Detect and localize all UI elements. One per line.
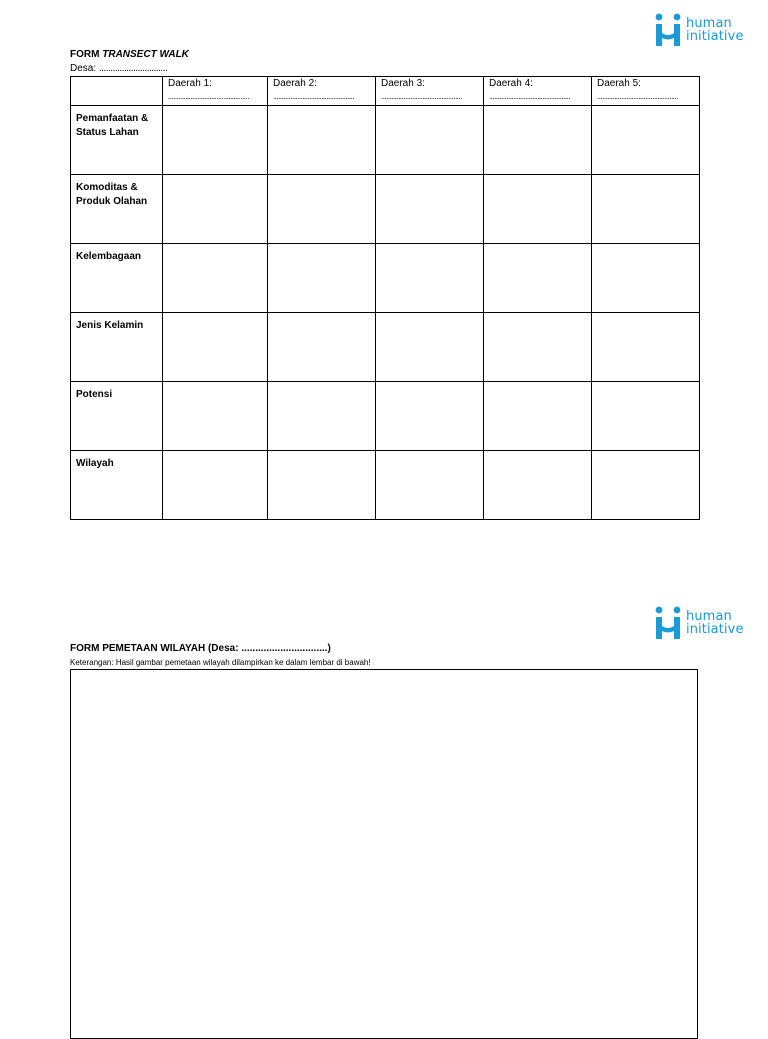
transect-title-prefix: FORM bbox=[70, 49, 100, 60]
human-initiative-logo-icon bbox=[654, 606, 682, 640]
table-row bbox=[71, 244, 700, 313]
table-cell[interactable] bbox=[268, 175, 376, 244]
transect-table bbox=[70, 76, 700, 520]
table-cell[interactable] bbox=[592, 382, 700, 451]
desa-dots: .............................. bbox=[98, 63, 168, 74]
table-cell[interactable] bbox=[268, 451, 376, 520]
corner-cell bbox=[71, 77, 163, 106]
table-cell[interactable] bbox=[484, 382, 592, 451]
table-cell[interactable] bbox=[376, 313, 484, 382]
row-label: Pemanfaatan & Status Lahan bbox=[71, 106, 163, 175]
column-dots: ............................................... bbox=[273, 92, 354, 101]
mapping-form-title: FORM PEMETAAN WILAYAH (Desa: ...............................) bbox=[70, 643, 331, 654]
brand-line-2: initiative bbox=[686, 622, 744, 637]
row-label: Jenis Kelamin bbox=[71, 313, 163, 382]
column-dots: ............................................... bbox=[168, 92, 249, 101]
table-cell[interactable] bbox=[484, 451, 592, 520]
column-dots: ............................................... bbox=[381, 92, 462, 101]
table-row bbox=[71, 451, 700, 520]
table-cell[interactable] bbox=[163, 313, 268, 382]
table-cell[interactable] bbox=[484, 244, 592, 313]
table-cell[interactable] bbox=[268, 313, 376, 382]
table-cell[interactable] bbox=[268, 106, 376, 175]
table-cell[interactable] bbox=[484, 313, 592, 382]
table-cell[interactable] bbox=[592, 313, 700, 382]
human-initiative-logo-icon bbox=[654, 13, 682, 47]
column-header-daerah-4 bbox=[484, 77, 592, 106]
transect-form-title bbox=[70, 49, 189, 60]
desa-label: Desa: bbox=[70, 63, 97, 74]
table-cell[interactable] bbox=[592, 244, 700, 313]
brand-line-2: initiative bbox=[686, 29, 744, 44]
table-row bbox=[71, 106, 700, 175]
column-label: Daerah 1: bbox=[168, 78, 212, 89]
row-label: Kelembagaan bbox=[71, 244, 163, 313]
table-cell[interactable] bbox=[376, 175, 484, 244]
column-label: Daerah 3: bbox=[381, 78, 425, 89]
table-cell[interactable] bbox=[592, 175, 700, 244]
table-cell[interactable] bbox=[376, 106, 484, 175]
row-label: Wilayah bbox=[71, 451, 163, 520]
table-cell[interactable] bbox=[268, 382, 376, 451]
column-header-daerah-1 bbox=[163, 77, 268, 106]
table-cell[interactable] bbox=[163, 106, 268, 175]
brand-wordmark bbox=[686, 610, 744, 636]
row-label: Komoditas & Produk Olahan bbox=[71, 175, 163, 244]
table-cell[interactable] bbox=[268, 244, 376, 313]
desa-field bbox=[70, 63, 167, 74]
table-row bbox=[71, 382, 700, 451]
table-cell[interactable] bbox=[163, 451, 268, 520]
table-cell[interactable] bbox=[163, 382, 268, 451]
table-row bbox=[71, 175, 700, 244]
table-cell[interactable] bbox=[376, 382, 484, 451]
brand-line-1: human bbox=[686, 609, 732, 624]
column-label: Daerah 4: bbox=[489, 78, 533, 89]
table-cell[interactable] bbox=[592, 451, 700, 520]
table-cell[interactable] bbox=[592, 106, 700, 175]
brand-logo bbox=[654, 13, 744, 47]
table-cell[interactable] bbox=[163, 244, 268, 313]
brand-logo bbox=[654, 606, 744, 640]
table-cell[interactable] bbox=[484, 106, 592, 175]
column-label: Daerah 5: bbox=[597, 78, 641, 89]
table-cell[interactable] bbox=[376, 451, 484, 520]
column-dots: ............................................... bbox=[489, 92, 570, 101]
map-drawing-area[interactable] bbox=[70, 669, 698, 1039]
table-cell[interactable] bbox=[163, 175, 268, 244]
column-dots: ............................................... bbox=[597, 92, 678, 101]
table-header-row bbox=[71, 77, 700, 106]
transect-title-italic: TRANSECT WALK bbox=[102, 49, 189, 60]
table-cell[interactable] bbox=[376, 244, 484, 313]
table-row bbox=[71, 313, 700, 382]
column-header-daerah-3 bbox=[376, 77, 484, 106]
row-label: Potensi bbox=[71, 382, 163, 451]
brand-wordmark bbox=[686, 17, 744, 43]
table-cell[interactable] bbox=[484, 175, 592, 244]
mapping-note: Keterangan: Hasil gambar pemetaan wilayah dilampirkan ke dalam lembar di bawah! bbox=[70, 658, 371, 667]
column-label: Daerah 2: bbox=[273, 78, 317, 89]
column-header-daerah-2 bbox=[268, 77, 376, 106]
column-header-daerah-5 bbox=[592, 77, 700, 106]
brand-line-1: human bbox=[686, 16, 732, 31]
